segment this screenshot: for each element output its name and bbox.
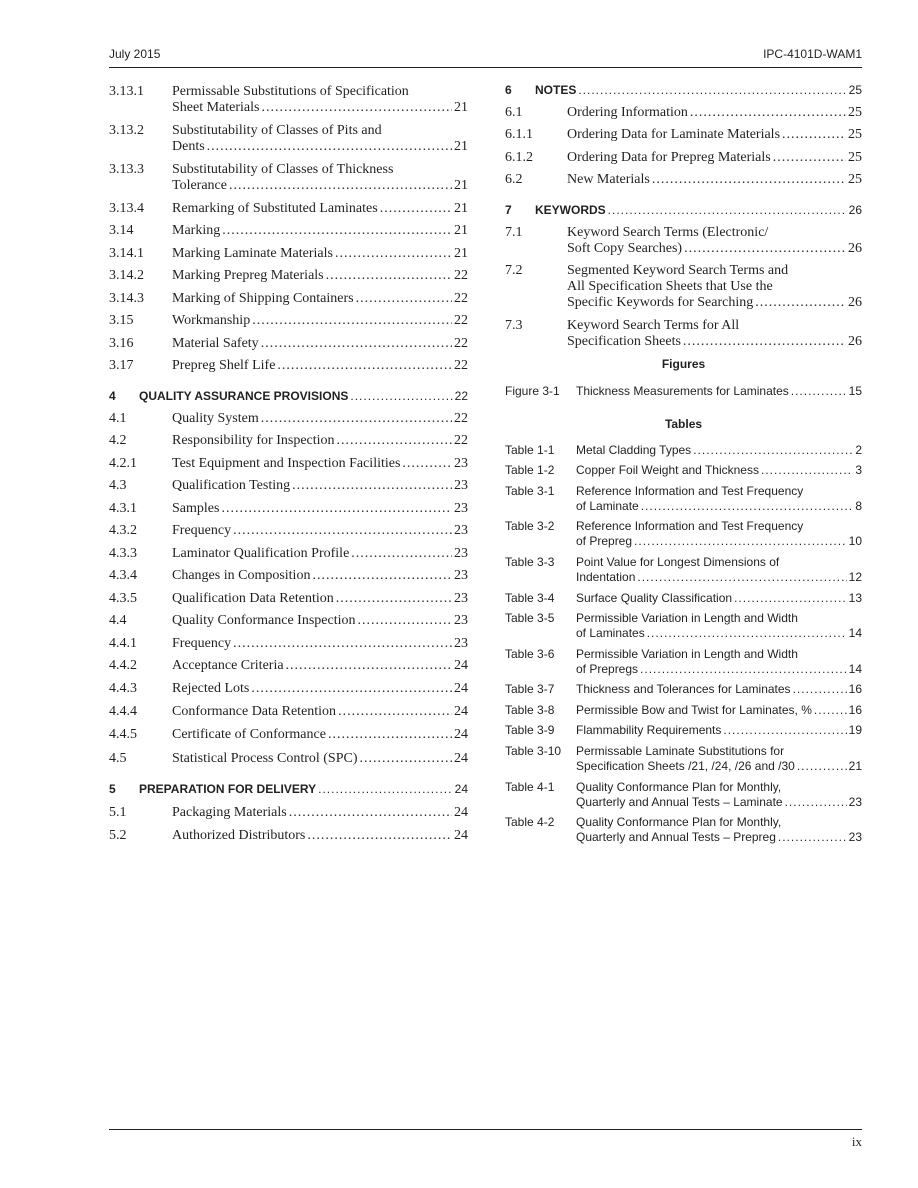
toc-entry-page: 22	[454, 336, 468, 351]
dot-leader	[690, 105, 846, 121]
toc-entry-title-line: Reference Information and Test Frequency	[576, 484, 804, 498]
toc-entry-page: 10	[848, 534, 862, 548]
toc-entry-page: 21	[454, 223, 468, 238]
toc-entry-number: Table 3-5	[505, 611, 555, 625]
toc-entry-title: Quarterly and Annual Tests – Laminate	[576, 795, 783, 809]
toc-entry-page: 21	[454, 246, 468, 261]
dot-leader	[261, 411, 452, 427]
toc-entry-number: Table 1-2	[505, 463, 555, 477]
toc-entry-title: Marking Laminate Materials	[172, 246, 333, 261]
toc-entry-page: 26	[848, 334, 862, 349]
toc-entry-title-line: Permissible Variation in Length and Width	[576, 647, 798, 661]
toc-entry-title: Frequency	[172, 636, 232, 651]
toc-entry-number: 6	[505, 83, 512, 97]
toc-entry-title: of Laminates	[576, 626, 645, 640]
toc-entry-number: 4.4.3	[109, 681, 137, 696]
toc-entry-number: 4.5	[109, 751, 127, 766]
toc-entry-number: Table 3-2	[505, 519, 555, 533]
toc-entry-number: 3.14	[109, 223, 134, 238]
toc-entry-page: 23	[454, 478, 468, 493]
dot-leader	[578, 83, 846, 98]
dot-leader	[251, 681, 452, 697]
toc-entry-title-line: Keyword Search Terms for All	[567, 318, 740, 333]
toc-entry-page: 22	[454, 291, 468, 306]
dot-leader	[252, 313, 452, 329]
dot-leader	[683, 334, 846, 350]
toc-entry-title-line: Permissable Substitutions of Specification	[172, 84, 409, 99]
toc-entry-number: 4.3.1	[109, 501, 137, 516]
dot-leader	[647, 626, 847, 641]
dot-leader	[380, 201, 452, 217]
dot-leader	[312, 568, 452, 584]
dot-leader	[778, 830, 847, 845]
toc-entry-page: 8	[855, 499, 862, 513]
dot-leader	[307, 828, 452, 844]
toc-entry-title: Certificate of Conformance	[172, 727, 326, 742]
toc-entry-title: Tolerance	[172, 178, 227, 193]
toc-entry-title: Remarking of Substituted Laminates	[172, 201, 378, 216]
toc-entry-number: 6.1.1	[505, 127, 533, 142]
toc-entry-title: Quality Conformance Inspection	[172, 613, 356, 628]
dot-leader	[261, 100, 452, 116]
dot-leader	[755, 295, 846, 311]
dot-leader	[723, 723, 846, 738]
toc-entry-page: 21	[454, 178, 468, 193]
toc-entry-page: 23	[848, 795, 862, 809]
toc-entry-page: 24	[454, 658, 468, 673]
toc-entry-page: 21	[848, 759, 862, 773]
toc-entry-title: Thickness and Tolerances for Laminates	[576, 682, 791, 696]
toc-entry-number: 5.2	[109, 828, 127, 843]
dot-leader	[402, 456, 452, 472]
toc-entry-title: Copper Foil Weight and Thickness	[576, 463, 759, 477]
dot-leader	[360, 751, 453, 767]
toc-entry-title: Conformance Data Retention	[172, 704, 337, 719]
toc-entry-title: Samples	[172, 501, 220, 516]
toc-entry-page: 23	[454, 523, 468, 538]
toc-entry-title: NOTES	[535, 83, 577, 97]
toc-entry-page: 26	[848, 295, 862, 310]
toc-entry-page: 22	[454, 411, 468, 426]
dot-leader	[337, 433, 452, 449]
toc-entry-title: Ordering Data for Laminate Materials	[567, 127, 781, 142]
toc-entry-title-line: Point Value for Longest Dimensions of	[576, 555, 780, 569]
dot-leader	[222, 223, 452, 239]
toc-entry-title: Marking	[172, 223, 221, 238]
toc-entry-page: 22	[454, 433, 468, 448]
toc-entry-page: 14	[848, 626, 862, 640]
toc-entry-number: 7.3	[505, 318, 523, 333]
toc-entry-title: of Laminate	[576, 499, 639, 513]
toc-entry-title: Packaging Materials	[172, 805, 287, 820]
toc-entry-number: 3.13.2	[109, 123, 144, 138]
dot-leader	[782, 127, 846, 143]
toc-entry-number: 5.1	[109, 805, 127, 820]
toc-entry-page: 24	[454, 681, 468, 696]
dot-leader	[693, 443, 853, 458]
toc-entry-page: 19	[848, 723, 862, 737]
toc-entry-title: Frequency	[172, 523, 232, 538]
toc-entry-title: QUALITY ASSURANCE PROVISIONS	[139, 389, 349, 403]
toc-entry-page: 21	[454, 139, 468, 154]
toc-entry-page: 16	[848, 703, 862, 717]
toc-entry-page: 21	[454, 100, 468, 115]
toc-entry-page: 22	[454, 268, 468, 283]
toc-entry-page: 25	[848, 105, 862, 120]
toc-entry-number: 4.1	[109, 411, 127, 426]
dot-leader	[734, 591, 847, 606]
toc-entry-page: 22	[454, 313, 468, 328]
dot-leader	[350, 389, 452, 404]
toc-entry-title: Authorized Distributors	[172, 828, 306, 843]
dot-leader	[608, 203, 847, 218]
toc-entry-title-line: Permissible Variation in Length and Width	[576, 611, 798, 625]
toc-entry-number: 4	[109, 389, 116, 403]
dot-leader	[797, 759, 847, 774]
dot-leader	[791, 384, 847, 399]
toc-entry-title: of Prepregs	[576, 662, 639, 676]
toc-entry-title: Specification Sheets /21, /24, /26 and /30	[576, 759, 795, 773]
dot-leader	[641, 499, 854, 514]
toc-entry-number: 3.13.4	[109, 201, 144, 216]
toc-entry-number: 4.3.2	[109, 523, 137, 538]
toc-entry-number: 4.3.5	[109, 591, 137, 606]
toc-entry-page: 25	[848, 127, 862, 142]
toc-entry-number: Table 3-7	[505, 682, 555, 696]
toc-entry-number: 4.3.4	[109, 568, 137, 583]
toc-entry-title-line: Segmented Keyword Search Terms and	[567, 263, 789, 278]
toc-entry-page: 24	[454, 727, 468, 742]
toc-entry-title: Quarterly and Annual Tests – Prepreg	[576, 830, 776, 844]
dot-leader	[229, 178, 452, 194]
dot-leader	[652, 172, 846, 188]
toc-entry-page: 22	[454, 389, 468, 403]
toc-entry-number: Table 3-9	[505, 723, 555, 737]
toc-entry-page: 21	[454, 201, 468, 216]
toc-entry-title-line: All Specification Sheets that Use the	[567, 279, 773, 294]
toc-entry-title: Specification Sheets	[567, 334, 681, 349]
dot-leader	[318, 782, 453, 797]
toc-entry-number: Table 3-3	[505, 555, 555, 569]
toc-entry-title: Ordering Information	[567, 105, 688, 120]
toc-entry-page: 12	[848, 570, 862, 584]
toc-entry-number: 5	[109, 782, 116, 796]
toc-entry-number: 4.4.4	[109, 704, 137, 719]
toc-entry-number: 4.4.5	[109, 727, 137, 742]
toc-entry-number: 3.15	[109, 313, 134, 328]
toc-entry-title: Laminator Qualification Profile	[172, 546, 350, 561]
toc-entry-number: 3.14.3	[109, 291, 144, 306]
toc-entry-title-line: Quality Conformance Plan for Monthly,	[576, 780, 782, 794]
toc-entry-number: 4.2.1	[109, 456, 137, 471]
dot-leader	[640, 662, 847, 677]
toc-entry-title: Flammability Requirements	[576, 723, 722, 737]
toc-entry-title-line: Reference Information and Test Frequency	[576, 519, 804, 533]
toc-entry-title: Specific Keywords for Searching	[567, 295, 754, 310]
toc-entry-title: Test Equipment and Inspection Facilities	[172, 456, 401, 471]
dot-leader	[207, 139, 452, 155]
toc-entry-title: Permissible Bow and Twist for Laminates, %	[576, 703, 812, 717]
toc-entry-page: 23	[454, 456, 468, 471]
toc-entry-page: 23	[454, 613, 468, 628]
toc-entry-page: 23	[454, 636, 468, 651]
toc-entry-title: Surface Quality Classification	[576, 591, 733, 605]
toc-entry-title-line: Substitutability of Classes of Thickness	[172, 162, 394, 177]
toc-entry-title: Acceptance Criteria	[172, 658, 284, 673]
dot-leader	[289, 805, 452, 821]
toc-entry-page: 23	[454, 591, 468, 606]
toc-entry-number: 3.13.3	[109, 162, 144, 177]
toc-entry-number: 6.2	[505, 172, 523, 187]
dot-leader	[336, 591, 452, 607]
dot-leader	[277, 358, 452, 374]
dot-leader	[328, 727, 452, 743]
toc-entry-title: Workmanship	[172, 313, 251, 328]
toc-entry-title: of Prepreg	[576, 534, 633, 548]
toc-entry-page: 25	[848, 172, 862, 187]
toc-entry-page: 26	[848, 203, 862, 217]
toc-entry-title: Marking Prepreg Materials	[172, 268, 324, 283]
toc-entry-number: Table 3-4	[505, 591, 555, 605]
dot-leader	[773, 150, 846, 166]
toc-entry-number: Table 3-8	[505, 703, 555, 717]
toc-entry-title: Soft Copy Searches)	[567, 241, 683, 256]
dot-leader	[261, 336, 452, 352]
toc-entry-number: 4.2	[109, 433, 127, 448]
toc-entry-number: Table 3-1	[505, 484, 555, 498]
toc-entry-number: Table 1-1	[505, 443, 555, 457]
toc-entry-number: 6.1.2	[505, 150, 533, 165]
dot-leader	[358, 613, 452, 629]
dot-leader	[221, 501, 452, 517]
toc-entry-number: 6.1	[505, 105, 523, 120]
dot-leader	[233, 523, 452, 539]
dot-leader	[286, 658, 452, 674]
toc-entry-title: Statistical Process Control (SPC)	[172, 751, 358, 766]
toc-entry-title-line: Substitutability of Classes of Pits and	[172, 123, 382, 138]
toc-entry-title-line: Quality Conformance Plan for Monthly,	[576, 815, 782, 829]
toc-entry-page: 24	[454, 828, 468, 843]
toc-entry-title: Responsibility for Inspection	[172, 433, 335, 448]
page-number: ix	[851, 1134, 862, 1149]
dot-leader	[338, 704, 452, 720]
toc-entry-page: 16	[848, 682, 862, 696]
dot-leader	[785, 795, 847, 810]
tables-heading: Tables	[664, 417, 703, 431]
toc-entry-page: 24	[454, 704, 468, 719]
toc-entry-title: New Materials	[567, 172, 650, 187]
toc-entry-page: 25	[848, 150, 862, 165]
toc-entry-title: Qualification Data Retention	[172, 591, 334, 606]
toc-entry-number: 4.4.2	[109, 658, 137, 673]
toc-entry-page: 13	[848, 591, 862, 605]
toc-entry-page: 15	[848, 384, 862, 398]
toc-entry-number: 3.16	[109, 336, 134, 351]
toc-entry-title: Metal Cladding Types	[576, 443, 692, 457]
toc-entry-number: 7.1	[505, 225, 523, 240]
toc-entry-title: Quality System	[172, 411, 259, 426]
toc-entry-page: 24	[454, 782, 468, 796]
footer-rule	[109, 1129, 862, 1130]
toc-entry-number: Figure 3-1	[505, 384, 560, 398]
toc-entry-page: 23	[454, 568, 468, 583]
toc-entry-number: 3.17	[109, 358, 134, 373]
dot-leader	[356, 291, 452, 307]
toc-entry-number: Table 4-1	[505, 780, 555, 794]
dot-leader	[292, 478, 452, 494]
dot-leader	[684, 241, 846, 257]
toc-entry-number: 3.14.2	[109, 268, 144, 283]
toc-entry-page: 2	[855, 443, 862, 457]
dot-leader	[351, 546, 452, 562]
toc-entry-number: 4.3	[109, 478, 127, 493]
toc-entry-number: 3.14.1	[109, 246, 144, 261]
toc-entry-page: 22	[454, 358, 468, 373]
toc-entry-number: 4.3.3	[109, 546, 137, 561]
toc-entry-title: Dents	[172, 139, 205, 154]
running-header-date: July 2015	[109, 47, 161, 61]
figures-heading: Figures	[661, 357, 706, 371]
toc-entry-title: Ordering Data for Prepreg Materials	[567, 150, 771, 165]
toc-entry-title: Changes in Composition	[172, 568, 311, 583]
toc-entry-title: KEYWORDS	[535, 203, 606, 217]
toc-entry-title: Qualification Testing	[172, 478, 291, 493]
dot-leader	[814, 703, 847, 718]
toc-entry-title: Marking of Shipping Containers	[172, 291, 354, 306]
toc-entry-title-line: Permissable Laminate Substitutions for	[576, 744, 785, 758]
toc-entry-number: 4.4	[109, 613, 127, 628]
toc-entry-number: Table 3-10	[505, 744, 562, 758]
dot-leader	[637, 570, 846, 585]
toc-entry-title: Rejected Lots	[172, 681, 250, 696]
toc-entry-number: 3.13.1	[109, 84, 144, 99]
toc-entry-title-line: Keyword Search Terms (Electronic/	[567, 225, 769, 240]
toc-entry-title: Material Safety	[172, 336, 259, 351]
toc-entry-number: 4.4.1	[109, 636, 137, 651]
toc-entry-page: 24	[454, 805, 468, 820]
dot-leader	[634, 534, 847, 549]
toc-entry-page: 14	[848, 662, 862, 676]
toc-entry-page: 3	[855, 463, 862, 477]
toc-entry-number: Table 4-2	[505, 815, 555, 829]
dot-leader	[793, 682, 847, 697]
header-rule	[109, 67, 862, 68]
toc-entry-title: Indentation	[576, 570, 636, 584]
toc-entry-page: 23	[848, 830, 862, 844]
dot-leader	[761, 463, 853, 478]
toc-entry-number: 7	[505, 203, 512, 217]
toc-entry-page: 23	[454, 501, 468, 516]
running-header-doc-id: IPC-4101D-WAM1	[763, 47, 862, 61]
toc-entry-page: 26	[848, 241, 862, 256]
toc-entry-page: 23	[454, 546, 468, 561]
toc-entry-title: Thickness Measurements for Laminates	[576, 384, 789, 398]
toc-entry-title: PREPARATION FOR DELIVERY	[139, 782, 317, 796]
toc-entry-number: Table 3-6	[505, 647, 555, 661]
toc-entry-page: 25	[848, 83, 862, 97]
toc-entry-title: Sheet Materials	[172, 100, 260, 115]
toc-entry-title: Prepreg Shelf Life	[172, 358, 276, 373]
dot-leader	[233, 636, 452, 652]
toc-entry-number: 7.2	[505, 263, 523, 278]
toc-entry-page: 24	[454, 751, 468, 766]
dot-leader	[326, 268, 452, 284]
dot-leader	[335, 246, 452, 262]
